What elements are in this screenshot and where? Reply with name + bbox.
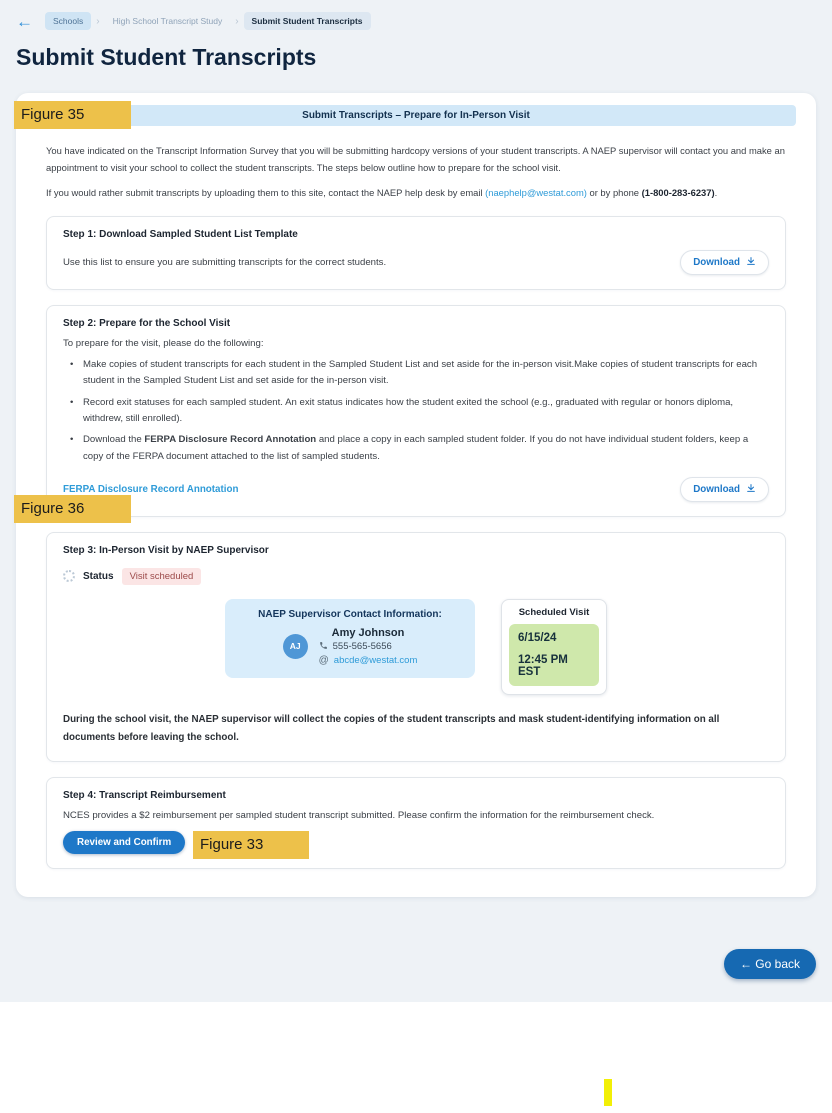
supervisor-phone: 555-565-5656 bbox=[332, 641, 392, 653]
topbar bbox=[0, 0, 832, 34]
ferpa-annotation-link[interactable]: FERPA Disclosure Record Annotation bbox=[63, 483, 239, 495]
back-arrow-icon[interactable]: ← bbox=[16, 11, 33, 31]
avatar: AJ bbox=[283, 634, 308, 659]
figure-36-annotation: Figure 36 bbox=[14, 495, 131, 523]
breadcrumb-item-current: Submit Student Transcripts bbox=[244, 12, 371, 30]
status-badge: Visit scheduled bbox=[122, 568, 202, 585]
step1-card bbox=[46, 216, 786, 290]
left-arrow-icon: ← bbox=[739, 957, 752, 972]
step4-body: NCES provides a $2 reimbursement per sampled student transcript submitted. Please confirm the information for the reimbursement check. bbox=[63, 810, 655, 822]
breadcrumb-item-transcript-study[interactable]: High School Transcript Study bbox=[112, 16, 223, 26]
at-icon: @ bbox=[318, 654, 329, 666]
figure-35-annotation: Figure 35 bbox=[14, 101, 131, 129]
step1-body: Use this list to ensure you are submitting transcripts for the correct students. bbox=[63, 257, 387, 269]
step2-bullet-list bbox=[63, 357, 769, 465]
step2-title: Step 2: Prepare for the School Visit bbox=[63, 318, 231, 330]
scheduled-visit-card bbox=[501, 599, 607, 695]
step2-bullet: • Make copies of student transcripts for each student in the Sampled Student List and set aside for the in-person visit.Make copies of student transcripts for each student in the Sampled Student List and set aside for the in-person visit. bbox=[77, 357, 769, 390]
figure-33-annotation: Figure 33 bbox=[193, 831, 309, 859]
scheduled-visit-title: Scheduled Visit bbox=[518, 606, 590, 618]
breadcrumb bbox=[45, 12, 371, 30]
step2-bullet: • Record exit statuses for each sampled student. An exit status indicates how the student exited the school (e.g., graduated with regular or honors diploma, withdrew, still enrolled). bbox=[77, 395, 769, 428]
help-desk-phone: (1-800-283-6237) bbox=[641, 186, 715, 198]
review-and-confirm-button[interactable]: Review and Confirm bbox=[63, 831, 185, 854]
chevron-right-icon: › bbox=[235, 15, 239, 27]
status-label: Status bbox=[83, 570, 114, 582]
step1-download-button[interactable]: Download bbox=[680, 250, 769, 275]
download-icon bbox=[746, 483, 756, 496]
supervisor-email-link[interactable]: abcde@westat.com bbox=[333, 654, 418, 666]
step4-title: Step 4: Transcript Reimbursement bbox=[63, 790, 226, 802]
download-icon bbox=[746, 256, 756, 269]
intro-paragraph-1: You have indicated on the Transcript Information Survey that you will be submitting hardcopy versions of your student transcripts. A NAEP supervisor will contact you and make an appointment to visit your school to collect the student transcripts. The steps below outline how to prepare for the school visit. bbox=[46, 145, 785, 174]
scheduled-visit-details bbox=[509, 624, 599, 686]
step3-card bbox=[46, 532, 786, 762]
step2-bullet: • Download the FERPA Disclosure Record Annotation and place a copy in each sampled student folder. If you do not have individual student folders, keep a copy of the FERPA document attached to the list of sampled students. bbox=[77, 432, 769, 465]
page-title: Submit Student Transcripts bbox=[16, 44, 317, 70]
step1-title: Step 1: Download Sampled Student List Template bbox=[63, 229, 298, 241]
step2-intro: To prepare for the visit, please do the following: bbox=[63, 338, 264, 350]
phone-icon bbox=[319, 641, 328, 653]
status-row bbox=[63, 568, 769, 585]
step4-card bbox=[46, 777, 786, 869]
intro-paragraph-2: If you would rather submit transcripts by uploading them to this site, contact the NAEP help desk by email (naephelp@westat.com) or by phone (1-800-283-6237). bbox=[46, 186, 718, 198]
supervisor-name: Amy Johnson bbox=[331, 626, 405, 639]
status-spinner-icon bbox=[63, 570, 75, 582]
intro-text bbox=[46, 142, 786, 201]
visit-date: 6/15/24 bbox=[518, 631, 557, 644]
go-back-button[interactable]: ← Go back bbox=[724, 949, 816, 979]
contact-card-title: NAEP Supervisor Contact Information: bbox=[258, 608, 442, 620]
step2-download-button[interactable]: Download bbox=[680, 477, 769, 502]
visit-time: 12:45 PM EST bbox=[518, 653, 568, 678]
chevron-right-icon: › bbox=[96, 15, 100, 27]
step3-footer-text: During the school visit, the NAEP supervisor will collect the copies of the student transcripts and mask student-identifying information on all documents before leaving the school. bbox=[63, 713, 720, 744]
help-desk-email-link[interactable]: (naephelp@westat.com) bbox=[485, 186, 587, 198]
supervisor-contact-card bbox=[225, 599, 475, 678]
step2-card bbox=[46, 305, 786, 517]
yellow-cursor-mark bbox=[604, 1079, 612, 1106]
breadcrumb-item-schools[interactable]: Schools bbox=[45, 12, 91, 30]
panel-header: Submit Transcripts – Prepare for In-Person Visit bbox=[36, 105, 796, 126]
main-panel bbox=[16, 93, 816, 897]
step3-title: Step 3: In-Person Visit by NAEP Supervisor bbox=[63, 544, 269, 556]
